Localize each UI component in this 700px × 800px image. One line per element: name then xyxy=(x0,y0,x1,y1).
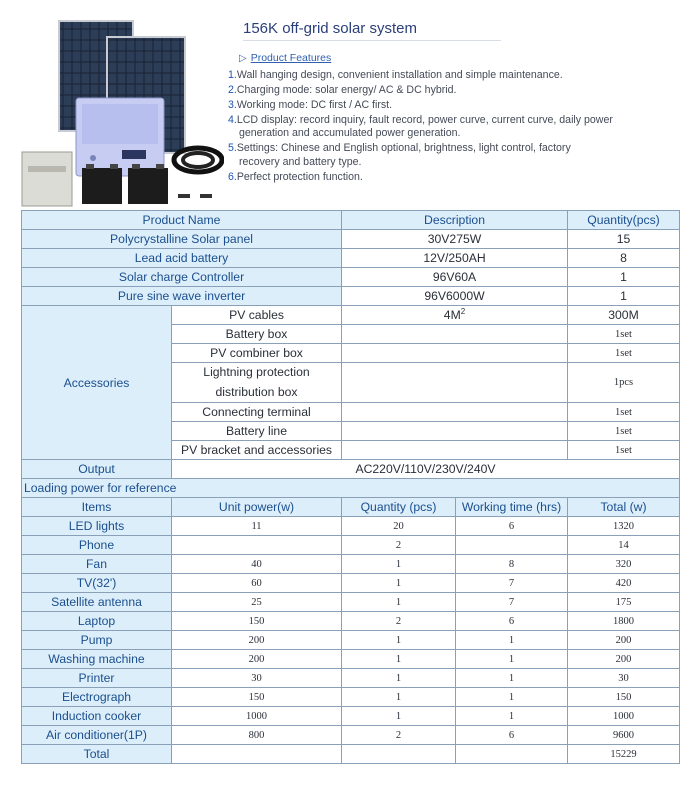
battery-icon xyxy=(128,164,168,204)
table-row xyxy=(22,230,680,249)
load-quantity: 2 xyxy=(342,612,456,631)
feature-item: 6.Perfect protection function. xyxy=(228,170,363,183)
working-time: 6 xyxy=(456,517,568,536)
accessory-quantity: 300M xyxy=(568,306,680,325)
product-quantity: 8 xyxy=(568,249,680,268)
feature-item: 5.Settings: Chinese and English optional, brightness, light control, factory recovery and battery type. xyxy=(228,142,571,168)
load-row xyxy=(22,612,680,631)
load-quantity: 1 xyxy=(342,688,456,707)
accessory-quantity: 1set xyxy=(568,344,680,363)
load-row xyxy=(22,726,680,745)
load-total: 14 xyxy=(568,536,680,555)
accessory-description xyxy=(342,344,568,363)
triangle-bullet-icon: ▷ xyxy=(239,53,247,64)
load-quantity: 1 xyxy=(342,650,456,669)
accessory-description xyxy=(342,325,568,344)
column-header: Items xyxy=(22,498,172,517)
product-name: Polycrystalline Solar panel xyxy=(22,230,342,249)
accessory-name: PV combiner box xyxy=(172,344,342,363)
section-title-row xyxy=(22,479,680,498)
output-row xyxy=(22,460,680,479)
unit-power: 30 xyxy=(172,669,342,688)
accessory-description: $4M^2$ xyxy=(342,306,568,325)
cable-reel-icon xyxy=(174,148,222,172)
table-row xyxy=(22,306,680,325)
table-row xyxy=(22,268,680,287)
empty-cell xyxy=(456,745,568,764)
load-row xyxy=(22,536,680,555)
accessory-name: PV bracket and accessories xyxy=(172,441,342,460)
load-row xyxy=(22,517,680,536)
column-header: Working time (hrs) xyxy=(456,498,568,517)
unit-power: 1000 xyxy=(172,707,342,726)
accessory-quantity: 1set xyxy=(568,422,680,441)
unit-power xyxy=(172,536,342,555)
unit-power: 40 xyxy=(172,555,342,574)
load-item: Laptop xyxy=(22,612,172,631)
working-time: 1 xyxy=(456,669,568,688)
product-hero xyxy=(0,0,700,208)
working-time: 7 xyxy=(456,574,568,593)
accessory-name: Battery line xyxy=(172,422,342,441)
column-header: Quantity(pcs) xyxy=(568,211,680,230)
load-quantity: 1 xyxy=(342,593,456,612)
load-quantity: 20 xyxy=(342,517,456,536)
output-value: AC220V/110V/230V/240V xyxy=(172,460,680,479)
feature-item: 4.LCD display: record inquiry, fault record, power curve, current curve, daily power generation and accumulated power generation. xyxy=(228,114,613,140)
load-item: TV(32') xyxy=(22,574,172,593)
accessories-label: Accessories xyxy=(22,306,172,460)
table-header-row xyxy=(22,211,680,230)
spec-table xyxy=(21,210,680,764)
load-item: Fan xyxy=(22,555,172,574)
load-total: 30 xyxy=(568,669,680,688)
empty-cell xyxy=(172,745,342,764)
accessory-quantity: 1pcs xyxy=(568,363,680,403)
load-quantity: 2 xyxy=(342,536,456,555)
load-row xyxy=(22,669,680,688)
product-features-link[interactable] xyxy=(239,52,331,64)
load-total: 200 xyxy=(568,650,680,669)
load-item: Satellite antenna xyxy=(22,593,172,612)
load-row xyxy=(22,631,680,650)
load-total: 1000 xyxy=(568,707,680,726)
load-total: 1320 xyxy=(568,517,680,536)
load-total: 1800 xyxy=(568,612,680,631)
load-header-row xyxy=(22,498,680,517)
accessory-name: Lightning protection distribution box xyxy=(172,363,342,403)
product-quantity: 1 xyxy=(568,268,680,287)
accessory-name: Battery box xyxy=(172,325,342,344)
load-row xyxy=(22,688,680,707)
feature-list xyxy=(228,69,668,186)
accessory-description xyxy=(342,422,568,441)
product-description: 12V/250AH xyxy=(342,249,568,268)
working-time: 1 xyxy=(456,688,568,707)
working-time: 8 xyxy=(456,555,568,574)
load-item: Electrograph xyxy=(22,688,172,707)
load-item: Pump xyxy=(22,631,172,650)
product-description: 96V6000W xyxy=(342,287,568,306)
load-item: Phone xyxy=(22,536,172,555)
load-quantity: 1 xyxy=(342,574,456,593)
working-time: 1 xyxy=(456,631,568,650)
load-quantity: 1 xyxy=(342,707,456,726)
accessory-description xyxy=(342,441,568,460)
product-features-label: Product Features xyxy=(250,52,332,64)
product-quantity: 15 xyxy=(568,230,680,249)
total-row xyxy=(22,745,680,764)
battery-icon xyxy=(82,164,122,204)
product-description: 30V275W xyxy=(342,230,568,249)
feature-item: 3.Working mode: DC first / AC first. xyxy=(228,99,393,111)
unit-power: 200 xyxy=(172,650,342,669)
column-header: Total (w) xyxy=(568,498,680,517)
load-quantity: 1 xyxy=(342,555,456,574)
battery-box-icon xyxy=(22,152,72,206)
product-name: Pure sine wave inverter xyxy=(22,287,342,306)
working-time: 7 xyxy=(456,593,568,612)
unit-power: 150 xyxy=(172,612,342,631)
load-row xyxy=(22,593,680,612)
table-row xyxy=(22,287,680,306)
accessory-name: PV cables xyxy=(172,306,342,325)
product-quantity: 1 xyxy=(568,287,680,306)
loading-power-title: Loading power for reference xyxy=(22,479,680,498)
load-total: 175 xyxy=(568,593,680,612)
unit-power: 150 xyxy=(172,688,342,707)
load-total: 420 xyxy=(568,574,680,593)
working-time: 6 xyxy=(456,726,568,745)
load-total: 200 xyxy=(568,631,680,650)
unit-power: 25 xyxy=(172,593,342,612)
accessory-quantity: 1set xyxy=(568,441,680,460)
load-item: Printer xyxy=(22,669,172,688)
load-quantity: 2 xyxy=(342,726,456,745)
load-row xyxy=(22,574,680,593)
accessory-name: Connecting terminal xyxy=(172,403,342,422)
total-label: Total xyxy=(22,745,172,764)
working-time: 1 xyxy=(456,650,568,669)
load-item: Induction cooker xyxy=(22,707,172,726)
load-item: Air conditioner(1P) xyxy=(22,726,172,745)
column-header: Description xyxy=(342,211,568,230)
accessory-quantity: 1set xyxy=(568,325,680,344)
load-quantity: 1 xyxy=(342,631,456,650)
product-image xyxy=(18,18,224,208)
column-header: Unit power(w) xyxy=(172,498,342,517)
accessory-description xyxy=(342,403,568,422)
working-time: 1 xyxy=(456,707,568,726)
unit-power: 800 xyxy=(172,726,342,745)
load-total: 320 xyxy=(568,555,680,574)
feature-item: 2.Charging mode: solar energy/ AC & DC hybrid. xyxy=(228,84,457,96)
accessory-description xyxy=(342,363,568,403)
feature-item: 1.Wall hanging design, convenient installation and simple maintenance. xyxy=(228,69,563,81)
load-item: Washing machine xyxy=(22,650,172,669)
load-row xyxy=(22,707,680,726)
column-header: Quantity (pcs) xyxy=(342,498,456,517)
product-description: 96V60A xyxy=(342,268,568,287)
accessory-quantity: 1set xyxy=(568,403,680,422)
load-total: 150 xyxy=(568,688,680,707)
title-divider xyxy=(243,40,501,41)
load-total: 9600 xyxy=(568,726,680,745)
working-time: 6 xyxy=(456,612,568,631)
load-row xyxy=(22,555,680,574)
unit-power: 200 xyxy=(172,631,342,650)
table-row xyxy=(22,249,680,268)
product-name: Lead acid battery xyxy=(22,249,342,268)
product-name: Solar charge Controller xyxy=(22,268,342,287)
unit-power: 60 xyxy=(172,574,342,593)
page-title: 156K off-grid solar system xyxy=(243,20,417,37)
empty-cell xyxy=(342,745,456,764)
column-header: Product Name xyxy=(22,211,342,230)
unit-power: 11 xyxy=(172,517,342,536)
total-value: 15229 xyxy=(568,745,680,764)
load-quantity: 1 xyxy=(342,669,456,688)
working-time xyxy=(456,536,568,555)
output-label: Output xyxy=(22,460,172,479)
load-row xyxy=(22,650,680,669)
load-item: LED lights xyxy=(22,517,172,536)
